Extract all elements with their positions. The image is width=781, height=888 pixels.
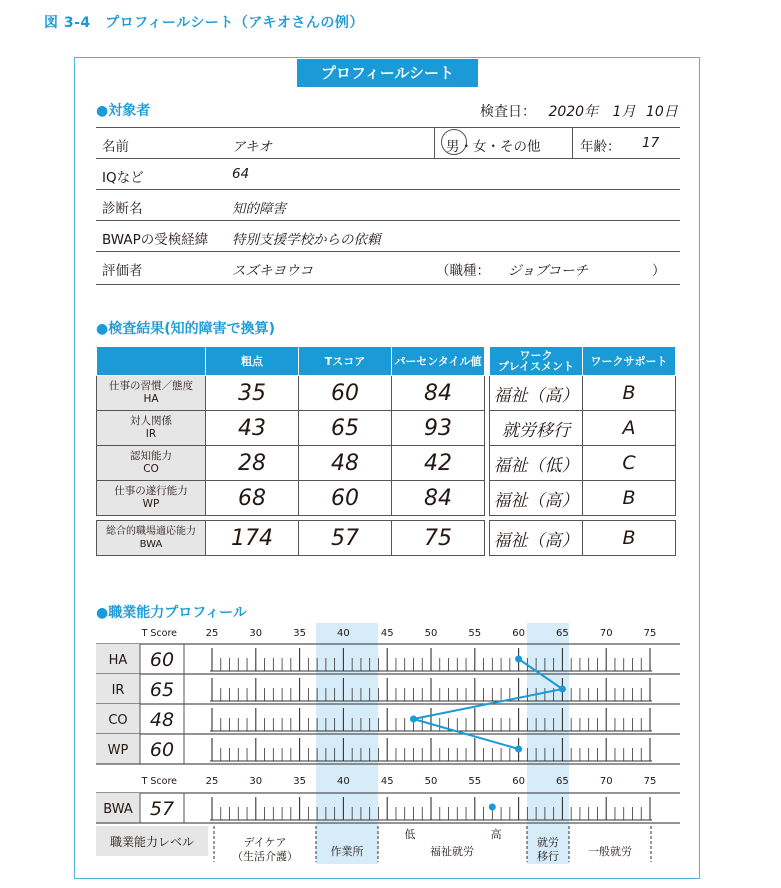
level-ippan: 一般就労 — [588, 845, 632, 858]
level-ikou-1: 就労 — [537, 836, 559, 849]
tick-label-55: 55 — [468, 776, 482, 787]
evaluator-value: スズキヨウコ — [232, 263, 313, 279]
support: B — [583, 481, 676, 516]
support: B — [583, 521, 676, 556]
row-label: 総合的職場適応能力 BWA — [97, 521, 206, 556]
gender-options: 男・女・その他 — [446, 139, 541, 155]
col-raw: 粗点 — [206, 347, 299, 376]
tick-label-35: 35 — [293, 776, 306, 787]
percentile: 42 — [392, 446, 485, 481]
profile-row-ha-value: 60 — [149, 649, 175, 671]
raw-score: 68 — [206, 481, 299, 516]
tick-label-70: 70 — [599, 628, 613, 639]
col-tscore: Tスコア — [299, 347, 392, 376]
row-label: 対人関係 IR — [97, 411, 206, 446]
tick-label-70: 70 — [599, 776, 613, 787]
evaluator-label: 評価者 — [102, 263, 143, 279]
subject-heading: ●対象者 — [96, 103, 151, 119]
profile-row-bwa-code: BWA — [103, 802, 133, 817]
sheet-title: プロフィールシート — [297, 59, 478, 87]
level-ikou-2: 移行 — [537, 850, 559, 863]
date-year: 2020年 — [548, 104, 599, 120]
raw-score: 43 — [206, 411, 299, 446]
t-score: 60 — [299, 376, 392, 411]
profile-row-ir-code: IR — [111, 683, 125, 698]
name-label: 名前 — [102, 139, 129, 155]
tick-label-60: 60 — [512, 776, 525, 787]
support: B — [583, 376, 676, 411]
profile-row-bwa-value: 57 — [149, 798, 175, 820]
t-score: 48 — [299, 446, 392, 481]
profile-row-co-value: 48 — [149, 709, 175, 731]
band-sagyosho — [316, 623, 378, 864]
raw-score: 28 — [206, 446, 299, 481]
reason-value: 特別支援学校からの依頼 — [232, 232, 381, 248]
tick-label-65: 65 — [556, 776, 569, 787]
level-low: 低 — [404, 828, 416, 841]
tscore-label: T Score — [141, 776, 177, 787]
date-label: 検査日： — [480, 104, 536, 120]
profile-row-co-code: CO — [108, 713, 128, 728]
row-label: 認知能力 CO — [97, 446, 206, 481]
level-high: 高 — [490, 828, 502, 841]
level-daycare-sub: （生活介護） — [232, 850, 298, 863]
tick-label-55: 55 — [468, 628, 482, 639]
job-value: ジョブコーチ — [508, 263, 589, 279]
percentile: 84 — [392, 481, 485, 516]
iq-value: 64 — [232, 166, 250, 182]
level-fukushi: 福祉就労 — [430, 845, 474, 858]
support: C — [583, 446, 676, 481]
tick-label-65: 65 — [556, 628, 569, 639]
tick-label-50: 50 — [424, 628, 438, 639]
iq-label: IQなど — [102, 170, 144, 186]
profile-heading: ●職業能力プロフィール — [96, 605, 247, 621]
job-close: ） — [652, 263, 666, 279]
profile-row-ir-value: 65 — [149, 679, 175, 701]
bwa-point — [489, 804, 496, 811]
tick-label-75: 75 — [643, 776, 657, 787]
age-value: 17 — [642, 135, 660, 151]
col-placement: ワーク プレイスメント — [490, 347, 583, 376]
t-score: 65 — [299, 411, 392, 446]
placement: 就労移行 — [490, 411, 583, 446]
col-percentile: パーセンタイル値 — [392, 347, 485, 376]
level-label: 職業能力レベル — [109, 835, 195, 849]
row-label: 仕事の習慣／態度 HA — [97, 376, 206, 411]
figure-caption: 図 3-4 プロフィールシート（アキオさんの例） — [44, 15, 364, 31]
percentile: 84 — [392, 376, 485, 411]
placement: 福祉（低） — [490, 446, 583, 481]
tick-label-50: 50 — [424, 776, 438, 787]
tscore-label: T Score — [141, 628, 177, 639]
date-day: 10日 — [645, 104, 678, 120]
t-score: 57 — [299, 521, 392, 556]
raw-score: 35 — [206, 376, 299, 411]
tick-label-40: 40 — [337, 628, 350, 639]
tick-label-25: 25 — [205, 628, 219, 639]
age-label: 年齢： — [580, 139, 621, 155]
support: A — [583, 411, 676, 446]
reason-label: BWAPの受検経緯 — [102, 232, 209, 248]
date-month: 1月 — [612, 104, 636, 120]
job-label: （職種： — [436, 263, 490, 279]
percentile: 93 — [392, 411, 485, 446]
placement: 福祉（高） — [490, 521, 583, 556]
profile-row-wp-code: WP — [107, 743, 129, 758]
tick-label-30: 30 — [249, 628, 263, 639]
level-sagyosho: 作業所 — [330, 845, 364, 858]
t-score: 60 — [299, 481, 392, 516]
tick-label-25: 25 — [205, 776, 219, 787]
level-daycare: デイケア — [243, 836, 287, 849]
tick-label-45: 45 — [380, 628, 394, 639]
tick-label-35: 35 — [293, 628, 306, 639]
profile-point-co — [410, 716, 417, 723]
profile-point-ha — [515, 656, 522, 663]
profile-row-wp-value: 60 — [149, 739, 175, 761]
placement: 福祉（高） — [490, 376, 583, 411]
col-support: ワークサポート — [583, 347, 676, 376]
diagnosis-label: 診断名 — [102, 201, 143, 217]
tick-label-30: 30 — [249, 776, 263, 787]
row-label: 仕事の遂行能力 WP — [97, 481, 206, 516]
tick-label-60: 60 — [512, 628, 525, 639]
diagnosis-value: 知的障害 — [232, 201, 286, 217]
tick-label-75: 75 — [643, 628, 657, 639]
raw-score: 174 — [206, 521, 299, 556]
tick-label-40: 40 — [337, 776, 350, 787]
profile-point-ir — [559, 686, 566, 693]
percentile: 75 — [392, 521, 485, 556]
placement: 福祉（高） — [490, 481, 583, 516]
profile-row-ha-code: HA — [108, 653, 128, 668]
name-value: アキオ — [232, 139, 272, 155]
profile-point-wp — [515, 746, 522, 753]
results-heading: ●検査結果(知的障害で換算) — [96, 321, 276, 337]
tick-label-45: 45 — [380, 776, 394, 787]
